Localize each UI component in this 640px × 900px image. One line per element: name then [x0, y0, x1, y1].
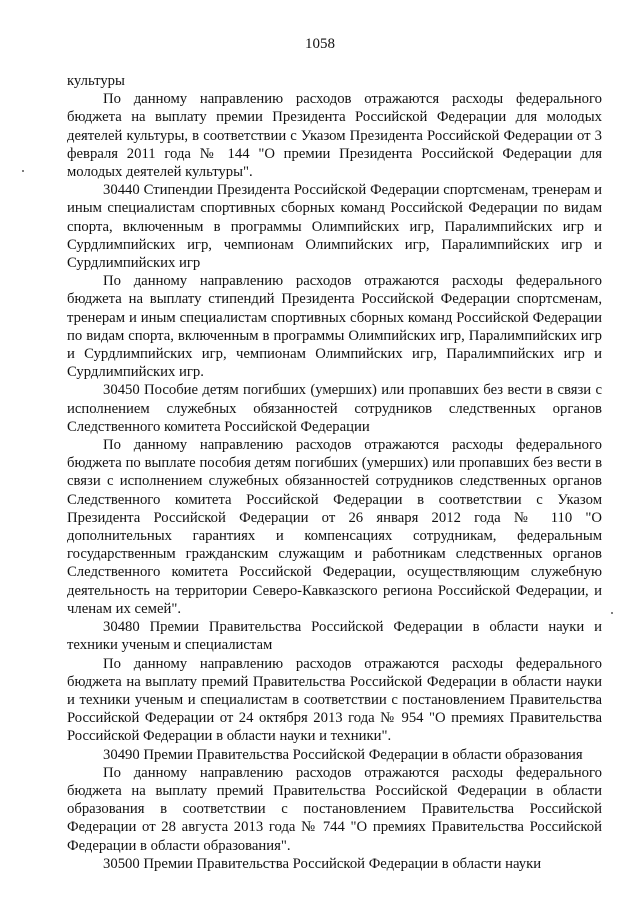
- paragraph-code-heading: 30500 Премии Правительства Российской Федерации в области науки: [103, 855, 542, 872]
- paragraph-description: По данному направлению расходов отражаются расходы федерального бюджета по выплате пособия детям погибших (умерших) или пропавших без вести в связи с исполнением служебных обязанностей сотрудников следственных органов Следственного комитета Российской Федерации в соответствии с Указом Президента Российской Федерации от 26 января 2012 года № 110 "О дополнительных гарантиях и компенсациях сотрудникам, федеральным государственным гражданским служащим и работникам следственных органов Следственного комитета Российской Федерации, осуществляющим служебную деятельность на территории Северо-Кавказского региона Российской Федерации, и членам их семей".: [67, 437, 602, 617]
- document-body: [67, 72, 602, 873]
- paragraph-code-heading: 30450 Пособие детям погибших (умерших) или пропавших без вести в связи с исполнением служебных обязанностей сотрудников следственных органов Следственного комитета Российской Федерации: [67, 382, 602, 435]
- paragraph-description: По данному направлению расходов отражаются расходы федерального бюджета на выплату премий Правительства Российской Федерации в области образования в соответствии с постановлением Правительства Российской Федерации от 28 августа 2013 года № 744 "О премиях Правительства Российской Федерации в области образования".: [67, 764, 602, 854]
- scan-speck: [611, 612, 613, 614]
- paragraph-code-heading: 30490 Премии Правительства Российской Федерации в области образования: [103, 746, 583, 763]
- paragraph-code-heading: 30480 Премии Правительства Российской Федерации в области науки и техники ученым и специалистам: [67, 619, 602, 654]
- paragraph-code-heading: 30440 Стипендии Президента Российской Федерации спортсменам, тренерам и иным специалистам спортивных сборных команд Российской Федерации по видам спорта, включенным в программы Олимпийских игр, Паралимпийских игр и Сурдлимпийских игр, чемпионам Олимпийских игр, Паралимпийских игр и Сурдлимпийских игр: [67, 182, 602, 272]
- scan-speck: [22, 170, 24, 172]
- paragraph-description: По данному направлению расходов отражаются расходы федерального бюджета на выплату премии Президента Российской Федерации для молодых деятелей культуры, в соответствии с Указом Президента Российской Федерации от 3 февраля 2011 года № 144 "О премии Президента Российской Федерации для молодых деятелей культуры".: [67, 91, 602, 181]
- page-number: 1058: [305, 36, 335, 52]
- paragraph-description: По данному направлению расходов отражаются расходы федерального бюджета на выплату стипендий Президента Российской Федерации спортсменам, тренерам и иным специалистам спортивных сборных команд Российской Федерации по видам спорта, включенным в программы Олимпийских игр, Паралимпийских игр и Сурдлимпийских игр, чемпионам Олимпийских игр, Паралимпийских игр и Сурдлимпийских игр.: [67, 273, 602, 381]
- paragraph-continuation: культуры: [67, 73, 125, 89]
- paragraph-description: По данному направлению расходов отражаются расходы федерального бюджета на выплату премий Правительства Российской Федерации в области науки и техники ученым и специалистам в соответствии с постановлением Правительства Российской Федерации от 24 октября 2013 года № 954 "О премиях Правительства Российской Федерации в области науки и техники".: [67, 655, 602, 745]
